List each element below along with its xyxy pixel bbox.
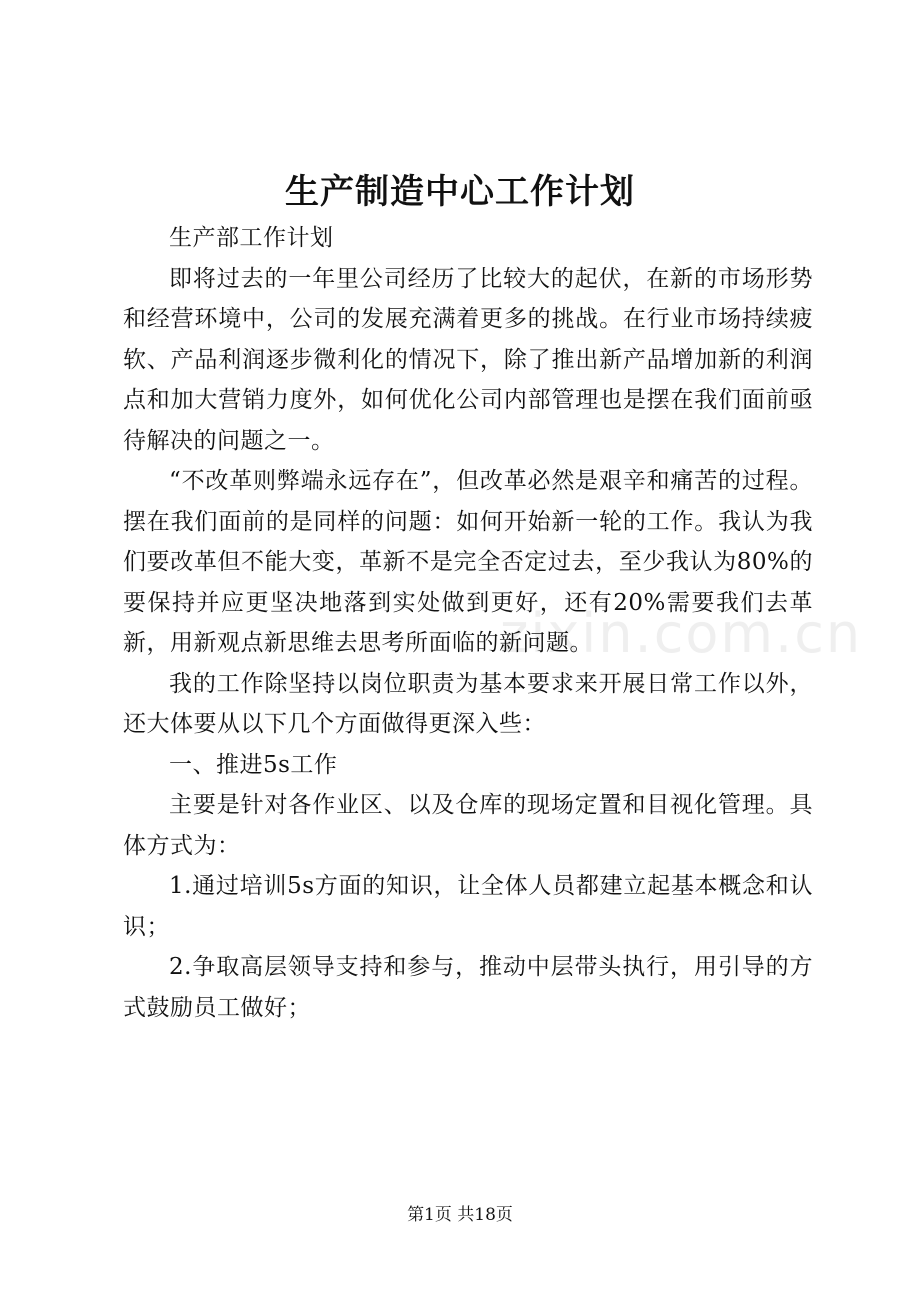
page-footer: 第1页 共18页 [407,1205,513,1225]
paragraph: 主要是针对各作业区、以及仓库的现场定置和目视化管理。具体方式为： [123,792,813,859]
list-item: 2.争取高层领导支持和参与，推动中层带头执行，用引导的方式鼓励员工做好； [123,954,813,1021]
watermark: zixin.com.cn [500,602,863,665]
paragraph: 我的工作除坚持以岗位职责为基本要求来开展日常工作以外，还大体要从以下几个方面做得更深入些： [123,670,813,737]
paragraph: 即将过去的一年里公司经历了比较大的起伏，在新的市场形势和经营环境中，公司的发展充满着更多的挑战。在行业市场持续疲软、产品利润逐步微利化的情况下，除了推出新产品增加新的利润点和加大营销力度外，如何优化公司内部管理也是摆在我们面前亟待解决的问题之一。 [123,265,813,454]
document-body [123,218,813,1028]
paragraph: “不改革则弊端永远存在”，但改革必然是艰辛和痛苦的过程。摆在我们面前的是同样的问题：如何开始新一轮的工作。我认为我们要改革但不能大变，革新不是完全否定过去，至少我认为80%的要保持并应更坚决地落到实处做到更好，还有20%需要我们去革新，用新观点新思维去思考所面临的新问题。 [123,468,813,656]
paragraph-subtitle: 生产部工作计划 [169,225,334,251]
list-item: 1.通过培训5s方面的知识，让全体人员都建立起基本概念和认识； [123,873,813,940]
document-title: 生产制造中心工作计划 [285,172,635,212]
section-heading: 一、推进5s工作 [169,751,338,778]
